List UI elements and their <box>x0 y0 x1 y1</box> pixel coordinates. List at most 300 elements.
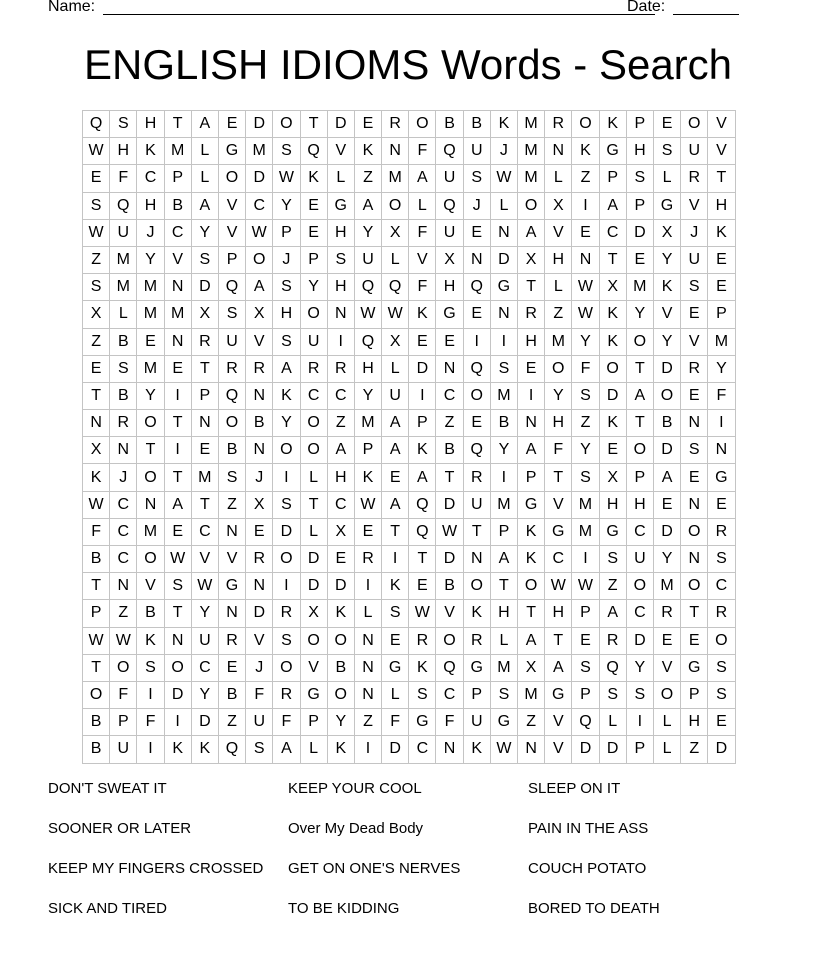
grid-cell[interactable]: X <box>599 464 626 491</box>
grid-cell[interactable]: D <box>382 736 409 763</box>
grid-cell[interactable]: H <box>626 138 653 165</box>
grid-cell[interactable]: X <box>653 219 680 246</box>
grid-cell[interactable]: S <box>626 165 653 192</box>
grid-cell[interactable]: G <box>218 573 245 600</box>
grid-cell[interactable]: A <box>409 464 436 491</box>
grid-cell[interactable]: G <box>490 274 517 301</box>
grid-cell[interactable]: P <box>708 301 735 328</box>
grid-cell[interactable]: I <box>382 546 409 573</box>
grid-cell[interactable]: T <box>164 600 191 627</box>
grid-cell[interactable]: S <box>273 138 300 165</box>
grid-cell[interactable]: I <box>409 382 436 409</box>
grid-cell[interactable]: W <box>191 573 218 600</box>
grid-cell[interactable]: O <box>300 627 327 654</box>
grid-cell[interactable]: A <box>490 546 517 573</box>
grid-cell[interactable]: R <box>246 355 273 382</box>
grid-cell[interactable]: T <box>83 573 110 600</box>
grid-cell[interactable]: Y <box>626 654 653 681</box>
grid-cell[interactable]: M <box>191 464 218 491</box>
grid-cell[interactable]: B <box>218 437 245 464</box>
grid-cell[interactable]: M <box>164 138 191 165</box>
grid-cell[interactable]: J <box>273 246 300 273</box>
grid-cell[interactable]: N <box>83 410 110 437</box>
grid-cell[interactable]: B <box>436 437 463 464</box>
grid-cell[interactable]: M <box>382 165 409 192</box>
grid-cell[interactable]: U <box>110 219 137 246</box>
grid-cell[interactable]: V <box>327 138 354 165</box>
grid-cell[interactable]: T <box>436 464 463 491</box>
grid-cell[interactable]: T <box>191 355 218 382</box>
grid-cell[interactable]: N <box>681 546 708 573</box>
grid-cell[interactable]: Y <box>327 709 354 736</box>
grid-cell[interactable]: R <box>518 301 545 328</box>
grid-cell[interactable]: E <box>626 246 653 273</box>
grid-cell[interactable]: E <box>436 328 463 355</box>
grid-cell[interactable]: S <box>572 654 599 681</box>
grid-cell[interactable]: E <box>354 518 381 545</box>
grid-cell[interactable]: L <box>409 192 436 219</box>
grid-cell[interactable]: H <box>327 274 354 301</box>
grid-cell[interactable]: Q <box>110 192 137 219</box>
grid-cell[interactable]: A <box>191 192 218 219</box>
grid-cell[interactable]: K <box>273 382 300 409</box>
grid-cell[interactable]: S <box>382 600 409 627</box>
grid-cell[interactable]: Q <box>409 518 436 545</box>
grid-cell[interactable]: I <box>327 328 354 355</box>
grid-cell[interactable]: D <box>273 518 300 545</box>
grid-cell[interactable]: Z <box>83 328 110 355</box>
grid-cell[interactable]: C <box>110 518 137 545</box>
grid-cell[interactable]: Q <box>463 437 490 464</box>
grid-cell[interactable]: E <box>681 301 708 328</box>
grid-cell[interactable]: J <box>246 654 273 681</box>
grid-cell[interactable]: R <box>382 111 409 138</box>
grid-cell[interactable]: Z <box>572 410 599 437</box>
grid-cell[interactable]: K <box>327 736 354 763</box>
grid-cell[interactable]: D <box>653 518 680 545</box>
grid-cell[interactable]: W <box>354 301 381 328</box>
grid-cell[interactable]: O <box>518 573 545 600</box>
grid-cell[interactable]: E <box>599 437 626 464</box>
grid-cell[interactable]: P <box>300 709 327 736</box>
grid-cell[interactable]: R <box>463 464 490 491</box>
grid-cell[interactable]: B <box>653 410 680 437</box>
grid-cell[interactable]: L <box>653 709 680 736</box>
grid-cell[interactable]: B <box>83 546 110 573</box>
grid-cell[interactable]: E <box>681 464 708 491</box>
grid-cell[interactable]: O <box>463 382 490 409</box>
grid-cell[interactable]: O <box>518 192 545 219</box>
grid-cell[interactable]: Q <box>218 736 245 763</box>
grid-cell[interactable]: T <box>300 111 327 138</box>
grid-cell[interactable]: S <box>137 654 164 681</box>
grid-cell[interactable]: O <box>409 111 436 138</box>
grid-cell[interactable]: T <box>463 518 490 545</box>
grid-cell[interactable]: U <box>681 138 708 165</box>
grid-cell[interactable]: C <box>110 546 137 573</box>
grid-cell[interactable]: H <box>327 219 354 246</box>
grid-cell[interactable]: O <box>681 573 708 600</box>
grid-cell[interactable]: K <box>653 274 680 301</box>
grid-cell[interactable]: C <box>327 491 354 518</box>
grid-cell[interactable]: W <box>545 573 572 600</box>
grid-cell[interactable]: K <box>409 301 436 328</box>
grid-cell[interactable]: A <box>599 192 626 219</box>
grid-cell[interactable]: T <box>409 546 436 573</box>
grid-cell[interactable]: X <box>382 328 409 355</box>
grid-cell[interactable]: G <box>409 709 436 736</box>
grid-cell[interactable]: Z <box>218 491 245 518</box>
grid-cell[interactable]: U <box>246 709 273 736</box>
grid-cell[interactable]: W <box>164 546 191 573</box>
grid-cell[interactable]: M <box>137 301 164 328</box>
grid-cell[interactable]: F <box>110 165 137 192</box>
grid-cell[interactable]: O <box>137 410 164 437</box>
grid-cell[interactable]: A <box>599 600 626 627</box>
grid-cell[interactable]: A <box>164 491 191 518</box>
grid-cell[interactable]: N <box>327 301 354 328</box>
grid-cell[interactable]: A <box>246 274 273 301</box>
grid-cell[interactable]: G <box>490 709 517 736</box>
grid-cell[interactable]: M <box>110 274 137 301</box>
grid-cell[interactable]: D <box>246 165 273 192</box>
grid-cell[interactable]: W <box>572 274 599 301</box>
grid-cell[interactable]: S <box>681 437 708 464</box>
grid-cell[interactable]: V <box>246 627 273 654</box>
grid-cell[interactable]: A <box>273 736 300 763</box>
grid-cell[interactable]: P <box>626 464 653 491</box>
grid-cell[interactable]: F <box>137 709 164 736</box>
grid-cell[interactable]: F <box>83 518 110 545</box>
grid-cell[interactable]: Y <box>653 328 680 355</box>
grid-cell[interactable]: M <box>518 681 545 708</box>
grid-cell[interactable]: S <box>708 681 735 708</box>
grid-cell[interactable]: A <box>653 464 680 491</box>
grid-cell[interactable]: O <box>545 355 572 382</box>
grid-cell[interactable]: R <box>545 111 572 138</box>
grid-cell[interactable]: U <box>463 491 490 518</box>
grid-cell[interactable]: A <box>545 654 572 681</box>
grid-cell[interactable]: J <box>137 219 164 246</box>
grid-cell[interactable]: C <box>191 518 218 545</box>
grid-cell[interactable]: Y <box>273 410 300 437</box>
grid-cell[interactable]: M <box>572 518 599 545</box>
grid-cell[interactable]: P <box>83 600 110 627</box>
grid-cell[interactable]: W <box>572 573 599 600</box>
grid-cell[interactable]: N <box>354 627 381 654</box>
grid-cell[interactable]: W <box>572 301 599 328</box>
grid-cell[interactable]: V <box>681 328 708 355</box>
grid-cell[interactable]: M <box>518 111 545 138</box>
grid-cell[interactable]: G <box>653 192 680 219</box>
grid-cell[interactable]: Q <box>83 111 110 138</box>
grid-cell[interactable]: I <box>354 736 381 763</box>
grid-cell[interactable]: P <box>626 736 653 763</box>
grid-cell[interactable]: L <box>300 518 327 545</box>
grid-cell[interactable]: O <box>273 654 300 681</box>
grid-cell[interactable]: I <box>137 681 164 708</box>
grid-cell[interactable]: L <box>191 165 218 192</box>
grid-cell[interactable]: S <box>191 246 218 273</box>
grid-cell[interactable]: N <box>354 654 381 681</box>
grid-cell[interactable]: W <box>382 301 409 328</box>
grid-cell[interactable]: N <box>137 491 164 518</box>
grid-cell[interactable]: O <box>83 681 110 708</box>
grid-cell[interactable]: Z <box>110 600 137 627</box>
grid-cell[interactable]: T <box>518 600 545 627</box>
grid-cell[interactable]: Q <box>436 654 463 681</box>
grid-cell[interactable]: T <box>300 491 327 518</box>
grid-cell[interactable]: P <box>626 111 653 138</box>
grid-cell[interactable]: N <box>110 437 137 464</box>
grid-cell[interactable]: O <box>599 355 626 382</box>
grid-cell[interactable]: T <box>626 355 653 382</box>
grid-cell[interactable]: K <box>409 437 436 464</box>
grid-cell[interactable]: Y <box>191 681 218 708</box>
grid-cell[interactable]: L <box>545 274 572 301</box>
grid-cell[interactable]: N <box>246 382 273 409</box>
grid-cell[interactable]: M <box>626 274 653 301</box>
grid-cell[interactable]: R <box>409 627 436 654</box>
grid-cell[interactable]: C <box>246 192 273 219</box>
grid-cell[interactable]: S <box>572 464 599 491</box>
grid-cell[interactable]: E <box>708 246 735 273</box>
grid-cell[interactable]: N <box>354 681 381 708</box>
grid-cell[interactable]: L <box>382 681 409 708</box>
grid-cell[interactable]: J <box>681 219 708 246</box>
grid-cell[interactable]: Y <box>354 219 381 246</box>
grid-cell[interactable]: P <box>518 464 545 491</box>
grid-cell[interactable]: B <box>137 600 164 627</box>
grid-cell[interactable]: O <box>300 410 327 437</box>
grid-cell[interactable]: Y <box>300 274 327 301</box>
grid-cell[interactable]: T <box>681 600 708 627</box>
grid-cell[interactable]: Q <box>218 274 245 301</box>
grid-cell[interactable]: E <box>137 328 164 355</box>
grid-cell[interactable]: F <box>409 138 436 165</box>
grid-cell[interactable]: Y <box>626 301 653 328</box>
grid-cell[interactable]: W <box>246 219 273 246</box>
grid-cell[interactable]: B <box>436 573 463 600</box>
grid-cell[interactable]: D <box>653 437 680 464</box>
grid-cell[interactable]: J <box>463 192 490 219</box>
grid-cell[interactable]: Y <box>653 246 680 273</box>
grid-cell[interactable]: K <box>463 600 490 627</box>
grid-cell[interactable]: V <box>137 573 164 600</box>
grid-cell[interactable]: Y <box>137 382 164 409</box>
grid-cell[interactable]: G <box>599 518 626 545</box>
grid-cell[interactable]: B <box>246 410 273 437</box>
grid-cell[interactable]: Q <box>436 138 463 165</box>
grid-cell[interactable]: C <box>191 654 218 681</box>
grid-cell[interactable]: D <box>409 355 436 382</box>
grid-cell[interactable]: W <box>83 627 110 654</box>
grid-cell[interactable]: E <box>681 382 708 409</box>
grid-cell[interactable]: Q <box>218 382 245 409</box>
grid-cell[interactable]: H <box>518 328 545 355</box>
grid-cell[interactable]: E <box>708 491 735 518</box>
grid-cell[interactable]: U <box>436 219 463 246</box>
grid-cell[interactable]: H <box>708 192 735 219</box>
grid-cell[interactable]: O <box>626 328 653 355</box>
grid-cell[interactable]: O <box>382 192 409 219</box>
grid-cell[interactable]: W <box>110 627 137 654</box>
grid-cell[interactable]: S <box>572 382 599 409</box>
grid-cell[interactable]: W <box>83 138 110 165</box>
grid-cell[interactable]: O <box>137 464 164 491</box>
grid-cell[interactable]: H <box>327 464 354 491</box>
grid-cell[interactable]: N <box>681 410 708 437</box>
grid-cell[interactable]: K <box>354 464 381 491</box>
grid-cell[interactable]: C <box>409 736 436 763</box>
grid-cell[interactable]: M <box>490 654 517 681</box>
grid-cell[interactable]: U <box>626 546 653 573</box>
grid-cell[interactable]: O <box>653 681 680 708</box>
grid-cell[interactable]: F <box>409 274 436 301</box>
grid-cell[interactable]: R <box>191 328 218 355</box>
grid-cell[interactable]: K <box>599 301 626 328</box>
grid-cell[interactable]: X <box>300 600 327 627</box>
grid-cell[interactable]: T <box>137 437 164 464</box>
grid-cell[interactable]: A <box>354 192 381 219</box>
grid-cell[interactable]: K <box>599 410 626 437</box>
grid-cell[interactable]: O <box>218 165 245 192</box>
grid-cell[interactable]: K <box>518 518 545 545</box>
grid-cell[interactable]: V <box>653 301 680 328</box>
grid-cell[interactable]: E <box>463 410 490 437</box>
grid-cell[interactable]: C <box>708 573 735 600</box>
grid-cell[interactable]: S <box>708 654 735 681</box>
grid-cell[interactable]: O <box>300 437 327 464</box>
grid-cell[interactable]: N <box>518 410 545 437</box>
grid-cell[interactable]: Y <box>708 355 735 382</box>
grid-cell[interactable]: R <box>273 681 300 708</box>
grid-cell[interactable]: O <box>572 111 599 138</box>
grid-cell[interactable]: X <box>382 219 409 246</box>
grid-cell[interactable]: O <box>708 627 735 654</box>
grid-cell[interactable]: E <box>653 627 680 654</box>
grid-cell[interactable]: Z <box>436 410 463 437</box>
grid-cell[interactable]: P <box>490 518 517 545</box>
grid-cell[interactable]: T <box>545 464 572 491</box>
grid-cell[interactable]: S <box>599 681 626 708</box>
grid-cell[interactable]: N <box>681 491 708 518</box>
grid-cell[interactable]: N <box>164 328 191 355</box>
grid-cell[interactable]: G <box>545 518 572 545</box>
grid-cell[interactable]: E <box>572 627 599 654</box>
grid-cell[interactable]: B <box>83 736 110 763</box>
grid-cell[interactable]: F <box>382 709 409 736</box>
grid-cell[interactable]: T <box>518 274 545 301</box>
grid-cell[interactable]: M <box>110 246 137 273</box>
grid-cell[interactable]: G <box>681 654 708 681</box>
grid-cell[interactable]: L <box>300 736 327 763</box>
grid-cell[interactable]: D <box>708 736 735 763</box>
grid-cell[interactable]: Y <box>572 437 599 464</box>
grid-cell[interactable]: X <box>83 301 110 328</box>
grid-cell[interactable]: I <box>164 437 191 464</box>
grid-cell[interactable]: V <box>681 192 708 219</box>
grid-cell[interactable]: T <box>164 410 191 437</box>
grid-cell[interactable]: W <box>83 219 110 246</box>
grid-cell[interactable]: L <box>327 165 354 192</box>
grid-cell[interactable]: A <box>409 165 436 192</box>
grid-cell[interactable]: E <box>708 709 735 736</box>
grid-cell[interactable]: W <box>409 600 436 627</box>
grid-cell[interactable]: H <box>137 111 164 138</box>
grid-cell[interactable]: L <box>300 464 327 491</box>
grid-cell[interactable]: B <box>218 681 245 708</box>
grid-cell[interactable]: Q <box>354 328 381 355</box>
grid-cell[interactable]: P <box>273 219 300 246</box>
grid-cell[interactable]: P <box>191 382 218 409</box>
grid-cell[interactable]: J <box>490 138 517 165</box>
grid-cell[interactable]: E <box>300 219 327 246</box>
grid-cell[interactable]: P <box>463 681 490 708</box>
grid-cell[interactable]: S <box>83 274 110 301</box>
grid-cell[interactable]: L <box>653 165 680 192</box>
grid-cell[interactable]: M <box>518 165 545 192</box>
grid-cell[interactable]: D <box>327 573 354 600</box>
grid-cell[interactable]: O <box>436 627 463 654</box>
grid-cell[interactable]: H <box>490 600 517 627</box>
grid-cell[interactable]: H <box>545 600 572 627</box>
grid-cell[interactable]: Z <box>218 709 245 736</box>
grid-cell[interactable]: C <box>137 165 164 192</box>
grid-cell[interactable]: H <box>545 246 572 273</box>
grid-cell[interactable]: G <box>545 681 572 708</box>
grid-cell[interactable]: O <box>463 573 490 600</box>
grid-cell[interactable]: P <box>626 192 653 219</box>
grid-cell[interactable]: O <box>273 546 300 573</box>
grid-cell[interactable]: Z <box>354 165 381 192</box>
grid-cell[interactable]: O <box>681 111 708 138</box>
grid-cell[interactable]: H <box>545 410 572 437</box>
grid-cell[interactable]: S <box>463 165 490 192</box>
grid-cell[interactable]: X <box>436 246 463 273</box>
grid-cell[interactable]: C <box>110 491 137 518</box>
grid-cell[interactable]: N <box>490 219 517 246</box>
grid-cell[interactable]: Y <box>653 546 680 573</box>
grid-cell[interactable]: Q <box>463 355 490 382</box>
grid-cell[interactable]: A <box>626 382 653 409</box>
grid-cell[interactable]: B <box>490 410 517 437</box>
grid-cell[interactable]: V <box>246 328 273 355</box>
grid-cell[interactable]: D <box>572 736 599 763</box>
grid-cell[interactable]: R <box>681 165 708 192</box>
grid-cell[interactable]: C <box>164 219 191 246</box>
grid-cell[interactable]: R <box>246 546 273 573</box>
grid-cell[interactable]: P <box>572 600 599 627</box>
grid-cell[interactable]: L <box>653 736 680 763</box>
grid-cell[interactable]: D <box>436 491 463 518</box>
grid-cell[interactable]: M <box>137 274 164 301</box>
grid-cell[interactable]: C <box>626 518 653 545</box>
grid-cell[interactable]: S <box>110 355 137 382</box>
grid-cell[interactable]: V <box>218 192 245 219</box>
grid-cell[interactable]: H <box>436 274 463 301</box>
grid-cell[interactable]: I <box>463 328 490 355</box>
grid-cell[interactable]: M <box>246 138 273 165</box>
grid-cell[interactable]: P <box>164 165 191 192</box>
grid-cell[interactable]: U <box>463 138 490 165</box>
grid-cell[interactable]: R <box>110 410 137 437</box>
grid-cell[interactable]: N <box>436 736 463 763</box>
grid-cell[interactable]: F <box>572 355 599 382</box>
grid-cell[interactable]: N <box>463 246 490 273</box>
grid-cell[interactable]: K <box>83 464 110 491</box>
grid-cell[interactable]: N <box>708 437 735 464</box>
